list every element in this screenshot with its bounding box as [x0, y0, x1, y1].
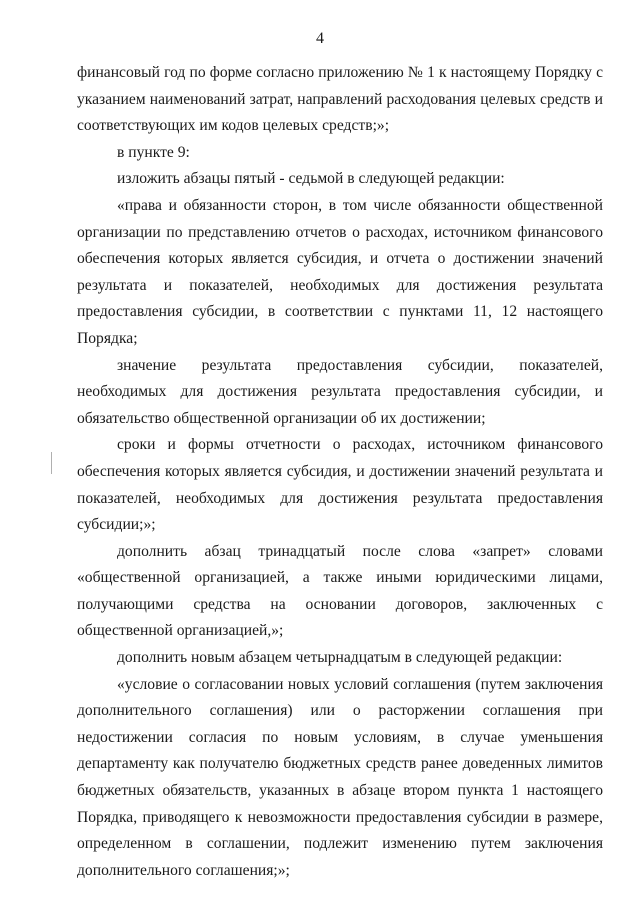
- paragraph-4: «права и обязанности сторон, в том числе обязанности общественной организации по представлению отчетов о расходах, источником финансового обеспечения которых является субсидия, и отчета о достижении значений результата и показателей, необходимых для достижения результата предоставления субсидии, в соответствии с пунктами 11, 12 настоящего Порядка;: [77, 196, 603, 347]
- margin-mark: [51, 452, 52, 474]
- paragraph-7: дополнить абзац тринадцатый после слова «запрет» словами «общественной организацией, а также иными юридическими лицами, получающими средства на основании договоров, заключенных с общественной организацией,»;: [77, 542, 603, 640]
- paragraph-5: значение результата предоставления субсидии, показателей, необходимых для достижения результата предоставления субсидии, и обязательство общественной организации об их достижении;: [77, 356, 603, 427]
- paragraph-2: в пункте 9:: [117, 143, 190, 161]
- paragraph-9: «условие о согласовании новых условий соглашения (путем заключения дополнительного соглашения) или о расторжении соглашения при недостижении согласия по новым условиям, в случае уменьшения департаменту как получателю бюджетных средств ранее доведенных лимитов бюджетных обязательств, указанных в абзаце втором пункта 1 настоящего Порядка, приводящего к невозможности предоставления субсидии в размере, определенном в соглашении, подлежит изменению путем заключения дополнительного соглашения;»;: [77, 675, 603, 879]
- page-number: 4: [316, 30, 324, 47]
- paragraph-1: финансовый год по форме согласно приложению № 1 к настоящему Порядку с указанием наименований затрат, направлений расходования целевых средств и соответствующих им кодов целевых средств;»;: [77, 64, 603, 135]
- paragraph-8: дополнить новым абзацем четырнадцатым в следующей редакции:: [117, 649, 563, 667]
- paragraph-3: изложить абзацы пятый - седьмой в следующей редакции:: [117, 170, 505, 188]
- paragraph-6: сроки и формы отчетности о расходах, источником финансового обеспечения которых является субсидия, и достижении значений результата и показателей, необходимых для достижения результата предоставления субсидии;»;: [77, 436, 603, 534]
- document-body: [77, 60, 603, 884]
